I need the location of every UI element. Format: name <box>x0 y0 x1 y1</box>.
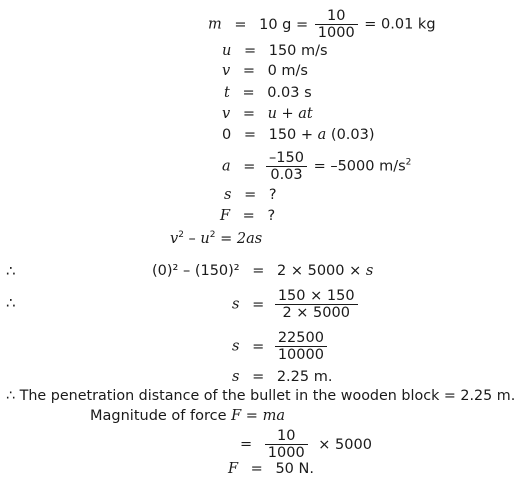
var-t: t <box>224 85 230 101</box>
line-force-substitution <box>240 428 372 461</box>
var-a: a <box>317 127 327 143</box>
var-s: s <box>224 187 232 203</box>
var-m: m <box>208 16 222 33</box>
v-value: 0 m/s <box>267 63 308 79</box>
equals: = <box>252 263 265 279</box>
fraction-numerator: 150 × 150 <box>275 288 358 305</box>
mass-grams: 10 g = <box>259 16 309 33</box>
fraction-denominator: 2 × 5000 <box>282 305 350 321</box>
var-F: F <box>228 461 239 477</box>
equals: = <box>215 231 237 247</box>
line-s-result <box>232 368 332 386</box>
equals: = <box>242 208 255 224</box>
var-v: v <box>170 231 179 247</box>
var-s: s <box>232 369 240 385</box>
line-displacement-unknown <box>224 186 277 204</box>
equals: = <box>242 106 255 122</box>
line-s-simplified <box>232 330 329 363</box>
line-s-fraction <box>232 288 360 321</box>
equals: = <box>242 63 255 79</box>
substitution-value: 150 + <box>268 127 318 143</box>
fraction-numerator: 10 <box>315 8 358 25</box>
equals: = <box>252 338 265 355</box>
line-mass <box>208 8 436 41</box>
equation-rhs: u + at <box>267 106 313 122</box>
minus: – <box>183 231 201 247</box>
s-result: 2.25 m. <box>276 369 333 385</box>
step1-lhs: (0)² – (150)² <box>152 263 240 279</box>
equals: = <box>234 16 247 33</box>
equals: = <box>252 296 265 313</box>
therefore-symbol: ∴ <box>6 262 16 280</box>
force-rhs: ma <box>262 408 285 424</box>
equals: = <box>243 127 256 143</box>
equation-rhs: 2as <box>236 231 263 247</box>
var-v: v <box>222 106 231 122</box>
equals: = <box>244 187 257 203</box>
line-equation-of-motion <box>222 105 313 123</box>
conclusion-text: ∴ The penetration distance of the bullet in the wooden block = 2.25 m. <box>6 388 516 404</box>
equals: = <box>240 436 253 453</box>
force-label: Magnitude of force <box>90 408 232 424</box>
equals: = <box>243 43 257 59</box>
fraction-denominator: 1000 <box>267 445 305 461</box>
acceleration-fraction <box>266 150 307 183</box>
line-substituted-values <box>152 262 373 280</box>
var-s: s <box>232 338 240 355</box>
fraction-denominator: 0.03 <box>270 167 303 183</box>
var-u: u <box>222 43 232 59</box>
var-u: u <box>200 231 210 247</box>
zero: 0 <box>222 127 232 143</box>
equals: = <box>241 408 263 424</box>
line-third-equation <box>170 230 262 248</box>
equals: = <box>250 461 263 477</box>
line-substitution <box>222 126 375 144</box>
line-force-unknown <box>220 207 275 225</box>
var-s: s <box>365 263 374 279</box>
fraction-numerator: 22500 <box>275 330 327 347</box>
t-value: 0.03 s <box>267 85 312 101</box>
step1-rhs: 2 × 5000 × <box>277 263 366 279</box>
equals: = <box>243 158 256 175</box>
var-F: F <box>220 208 231 224</box>
line-force-result <box>228 460 314 478</box>
mass-fraction <box>315 8 358 41</box>
force-fraction <box>265 428 308 461</box>
line-initial-velocity <box>222 42 328 60</box>
var-F: F <box>231 408 242 424</box>
fraction-denominator: 1000 <box>317 25 355 41</box>
substitution-rest: (0.03) <box>326 127 375 143</box>
var-v: v <box>222 63 231 79</box>
force-result: 50 N. <box>275 461 314 477</box>
line-force-formula <box>90 407 285 425</box>
F-value: ? <box>267 208 276 224</box>
s-fraction <box>275 330 327 363</box>
therefore-symbol: ∴ <box>6 294 16 312</box>
s-value: ? <box>268 187 277 203</box>
fraction-numerator: –150 <box>266 150 307 167</box>
u-value: 150 m/s <box>268 43 328 59</box>
fraction-numerator: 10 <box>265 428 308 445</box>
var-a: a <box>222 158 231 175</box>
exponent: 2 <box>209 230 216 240</box>
line-acceleration <box>222 150 411 183</box>
acceleration-result: = –5000 m/s <box>313 158 406 175</box>
line-time <box>224 84 312 102</box>
line-final-velocity <box>222 62 308 80</box>
mass-result: = 0.01 kg <box>364 16 436 33</box>
equals: = <box>242 85 255 101</box>
s-fraction <box>275 288 358 321</box>
var-s: s <box>232 296 240 313</box>
equals: = <box>252 369 265 385</box>
force-multiplier: × 5000 <box>318 436 372 453</box>
exponent: 2 <box>178 230 184 240</box>
exponent: 2 <box>405 157 412 168</box>
fraction-denominator: 10000 <box>277 347 324 363</box>
